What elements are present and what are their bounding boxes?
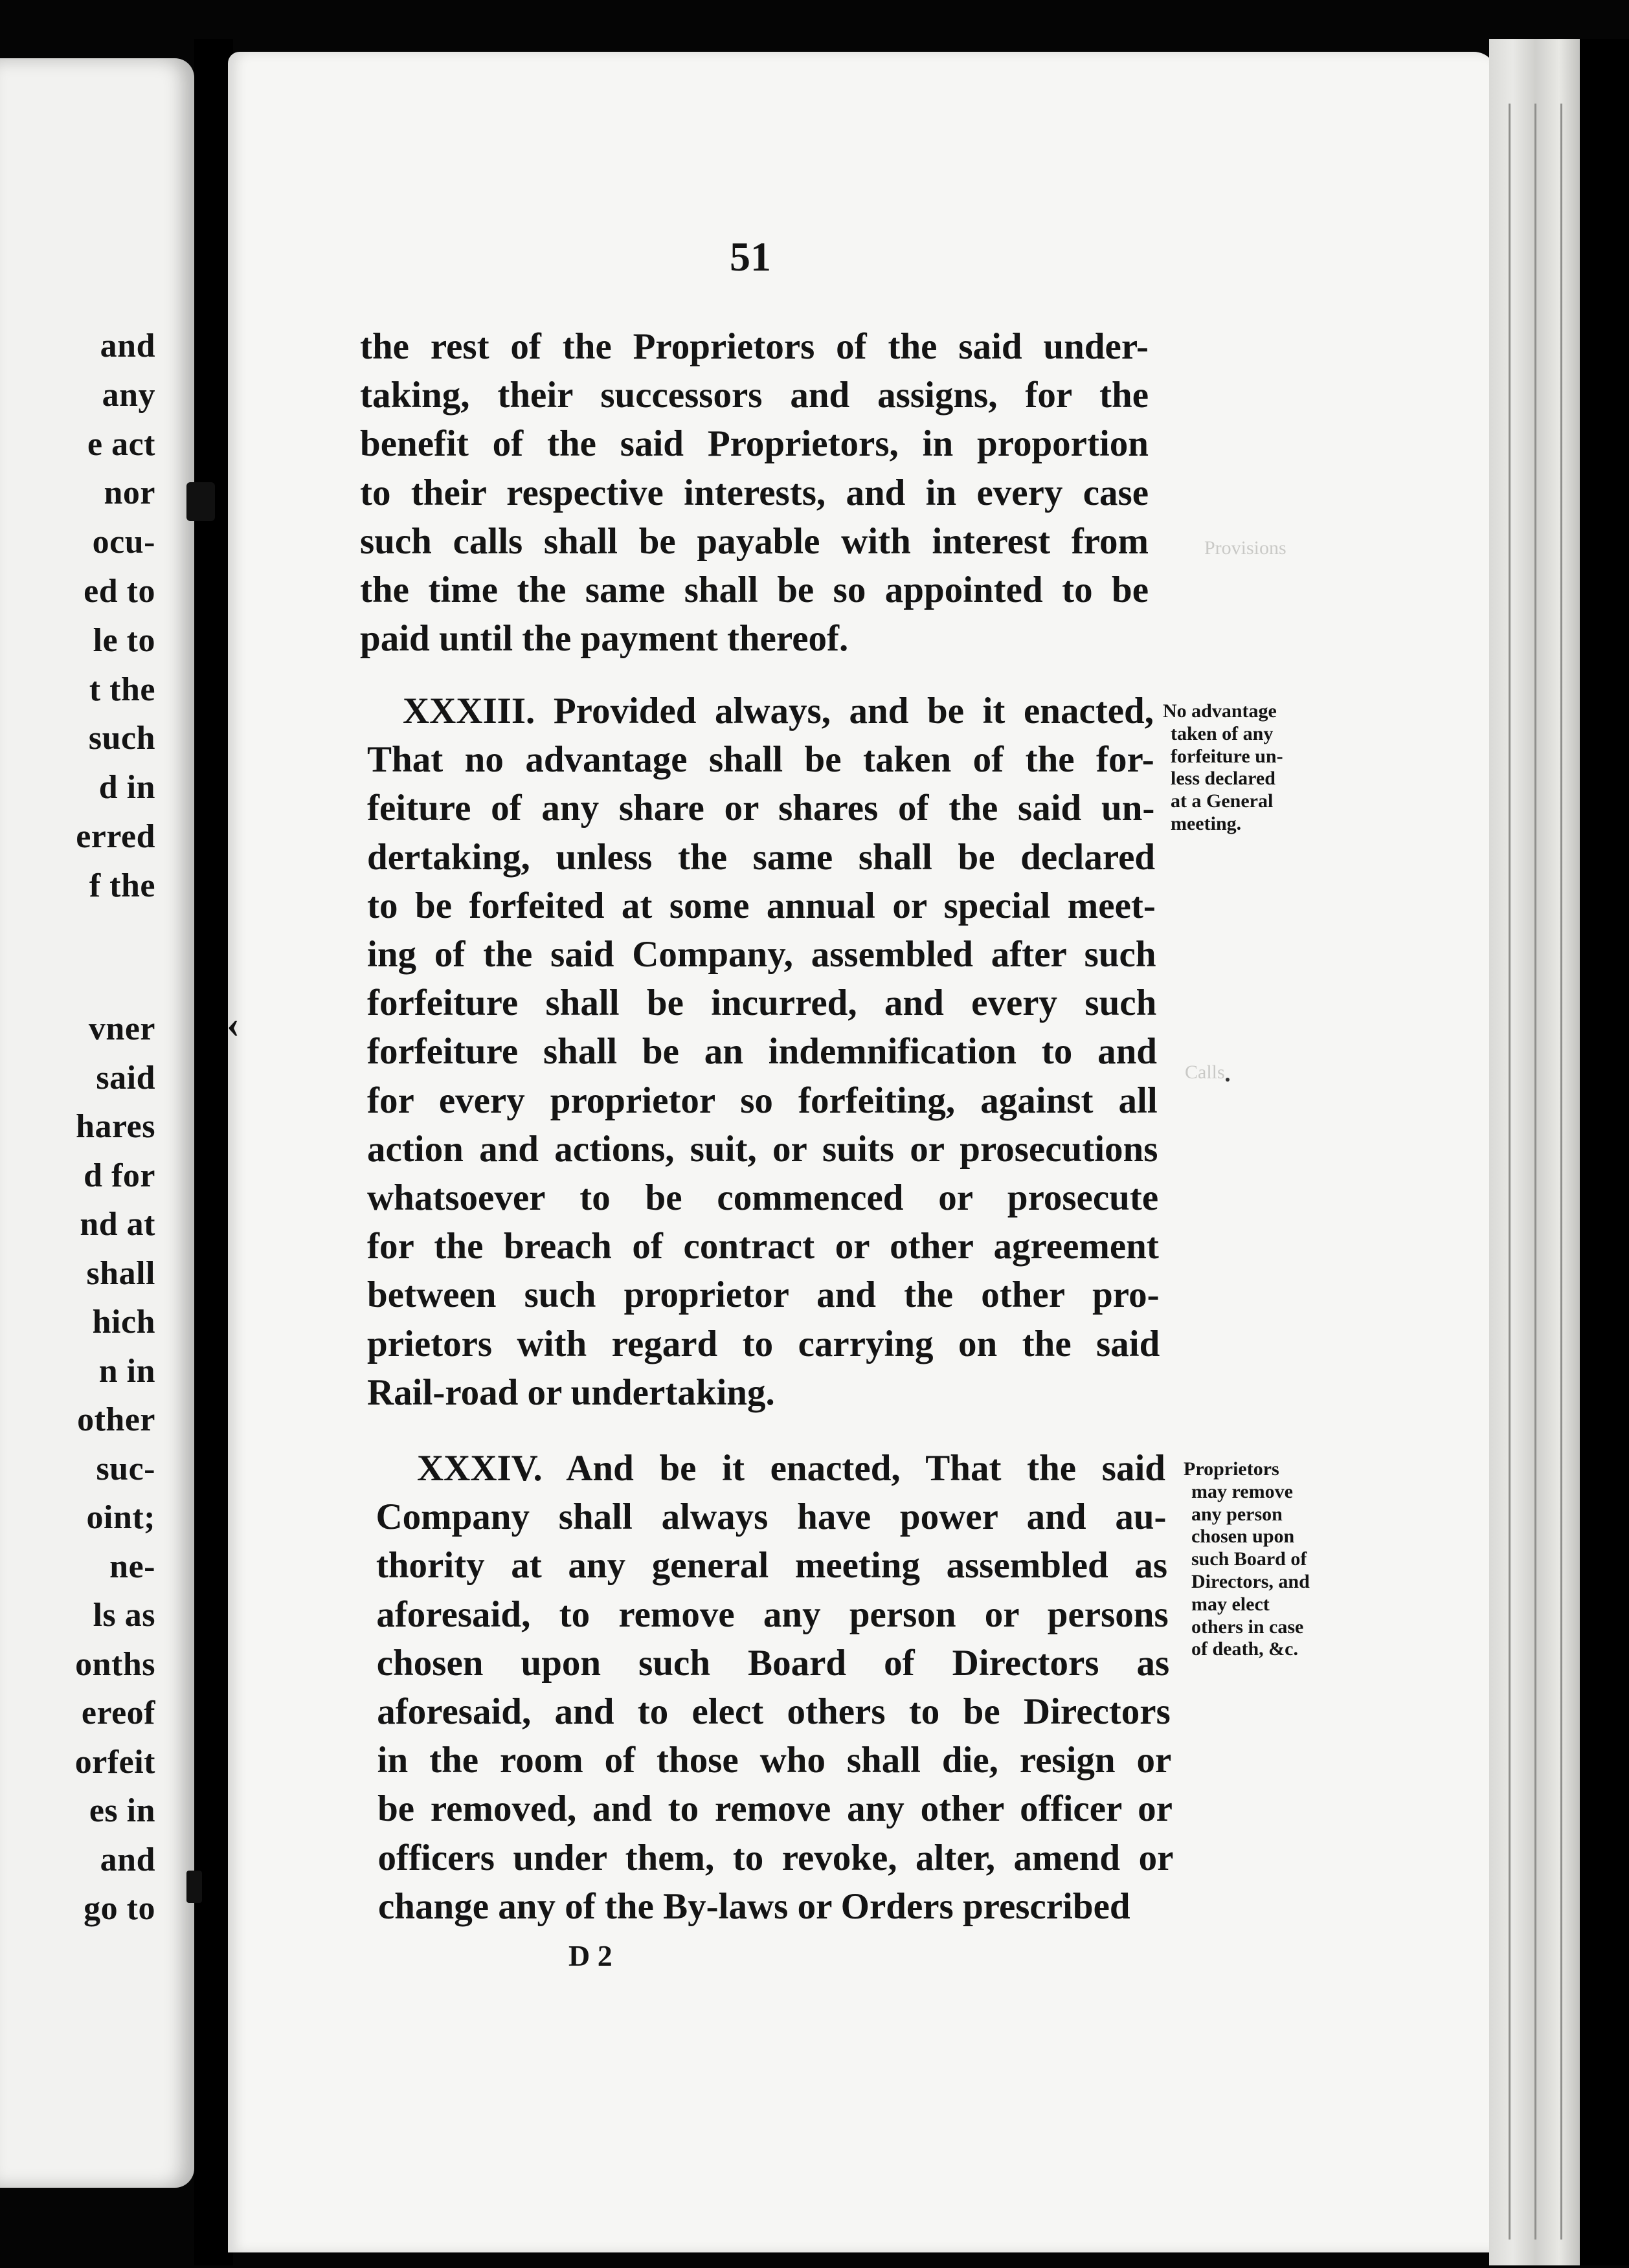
body-text-line: benefit of the said Proprietors, in proportion	[360, 423, 1149, 465]
binding-mark-left: ‹	[227, 1003, 240, 1045]
left-page-fragment: hich	[92, 1304, 155, 1340]
left-page-fragment: said	[96, 1059, 155, 1096]
margin-note-line: chosen upon	[1191, 1526, 1295, 1548]
body-text-line: in the room of those who shall die, resign or	[377, 1740, 1172, 1781]
body-text-line: forfeiture shall be incurred, and every such	[367, 983, 1157, 1024]
body-text-line: action and actions, suit, or suits or prosecutions	[367, 1128, 1158, 1170]
body-text-line: the rest of the Proprietors of the said under-	[360, 326, 1149, 367]
body-text-line: Company shall always have power and au-	[376, 1496, 1167, 1538]
margin-note-line: Proprietors	[1184, 1458, 1279, 1480]
speck	[1226, 1078, 1230, 1082]
left-page-fragment: ls as	[93, 1597, 155, 1634]
left-page-fragment: erred	[76, 818, 155, 855]
left-page-fragment: orfeit	[74, 1743, 155, 1781]
body-text-line: the time the same shall be so appointed to be	[360, 570, 1149, 610]
left-page-fragment: le to	[93, 621, 155, 659]
margin-note-line: meeting.	[1171, 812, 1242, 834]
signature-mark: D 2	[568, 1939, 612, 1972]
left-page-fragment: e act	[87, 425, 155, 463]
body-text-line: aforesaid, to remove any person or persons	[376, 1594, 1169, 1635]
left-page-fragment: other	[77, 1401, 155, 1438]
margin-note-line: such Board of	[1191, 1548, 1307, 1570]
binding-thread-mark	[186, 482, 215, 521]
body-text-line: between such proprietor and the other pro-	[367, 1274, 1160, 1316]
body-text-line: officers under them, to revoke, alter, amend or	[377, 1837, 1174, 1878]
left-page-fragment: vner	[88, 1010, 155, 1047]
page-edge-shadow	[1580, 39, 1629, 2265]
left-page-fragment: nor	[104, 474, 155, 512]
left-page-fragment: nd at	[80, 1206, 155, 1243]
book-gutter	[194, 39, 233, 2265]
body-text-line: That no advantage shall be taken of the for-	[367, 739, 1154, 781]
left-page-fragment: f the	[89, 867, 155, 904]
left-page-fragment: n in	[98, 1352, 155, 1390]
body-text-line: to be forfeited at some annual or special meet-	[367, 885, 1156, 926]
body-text-line: XXXIV. And be it enacted, That the said	[417, 1448, 1165, 1489]
body-text-line: such calls shall be payable with interest from	[360, 520, 1149, 562]
margin-note-line: of death, &c.	[1191, 1638, 1298, 1660]
body-text-line: dertaking, unless the same shall be declared	[367, 836, 1156, 878]
body-text-line: change any of the By-laws or Orders prescribed	[378, 1885, 1130, 1927]
left-page-fragment: and	[100, 1841, 155, 1878]
body-text-line: forfeiture shall be an indemnification to and	[367, 1031, 1157, 1073]
body-text-line: taking, their successors and assigns, for the	[360, 375, 1149, 416]
margin-note-line: forfeiture un-	[1171, 745, 1283, 767]
binding-thread-mark	[186, 1871, 202, 1903]
margin-note-section-33	[1163, 700, 1318, 836]
left-page-fragment: such	[88, 720, 155, 757]
left-page-fragment: ereof	[81, 1695, 155, 1731]
left-page-fragment: hares	[76, 1108, 155, 1145]
left-page-fragment: shall	[86, 1254, 155, 1292]
left-page-fragment: oint;	[86, 1499, 155, 1536]
body-text-line: ing of the said Company, assembled after such	[367, 934, 1156, 975]
left-page-fragment: ocu-	[92, 524, 155, 561]
margin-note-line: may remove	[1191, 1480, 1293, 1502]
body-text-line: thority at any general meeting assembled as	[376, 1545, 1168, 1586]
show-through-text: Provisions	[1204, 537, 1286, 559]
left-page-fragment: es in	[89, 1792, 155, 1829]
left-page-fragment: suc-	[96, 1450, 155, 1487]
body-text-line: aforesaid, and to elect others to be Directors	[377, 1691, 1171, 1732]
page-number: 51	[730, 234, 771, 280]
body-text-line: Rail-road or undertaking.	[367, 1372, 775, 1413]
left-page-fragment: t the	[89, 671, 155, 708]
margin-note-line: at a General	[1171, 790, 1274, 812]
body-text-line: XXXIII. Provided always, and be it enacted,	[403, 691, 1154, 731]
body-text-line: paid until the payment thereof.	[360, 618, 849, 660]
left-page-fragment: d in	[98, 769, 155, 806]
margin-note-line: less declared	[1171, 768, 1275, 790]
margin-note-line: Directors, and	[1191, 1570, 1310, 1592]
body-text-line: prietors with regard to carrying on the said	[367, 1323, 1160, 1364]
body-text-line: chosen upon such Board of Directors as	[376, 1642, 1170, 1684]
left-page-fragment: onths	[75, 1645, 155, 1683]
margin-note-line: No advantage	[1163, 700, 1277, 722]
margin-note-line: may elect	[1191, 1593, 1270, 1615]
left-page-fragment: go to	[84, 1890, 155, 1927]
body-text-line: for the breach of contract or other agreement	[367, 1226, 1159, 1267]
body-text-line: for every proprietor so forfeiting, against all	[367, 1080, 1158, 1121]
left-page-fragment: and	[100, 328, 155, 364]
body-text-line: to their respective interests, and in every case	[360, 472, 1149, 513]
body-text-line: whatsoever to be commenced or prosecute	[367, 1177, 1159, 1218]
left-page-fragment: ed to	[84, 573, 155, 610]
margin-note-line: any person	[1191, 1503, 1283, 1525]
left-page-fragment: any	[102, 376, 155, 414]
left-page-fragment: ne-	[109, 1548, 155, 1585]
left-page-fragment: d for	[84, 1157, 155, 1194]
margin-note-line: taken of any	[1171, 722, 1274, 744]
body-text-line: be removed, and to remove any other officer or	[377, 1788, 1173, 1830]
margin-note-section-34	[1184, 1458, 1339, 1661]
show-through-text: Calls	[1185, 1062, 1225, 1083]
body-text-line: feiture of any share or shares of the said un-	[367, 788, 1155, 829]
margin-note-line: others in case	[1191, 1616, 1304, 1638]
left-facing-page	[0, 58, 194, 2188]
